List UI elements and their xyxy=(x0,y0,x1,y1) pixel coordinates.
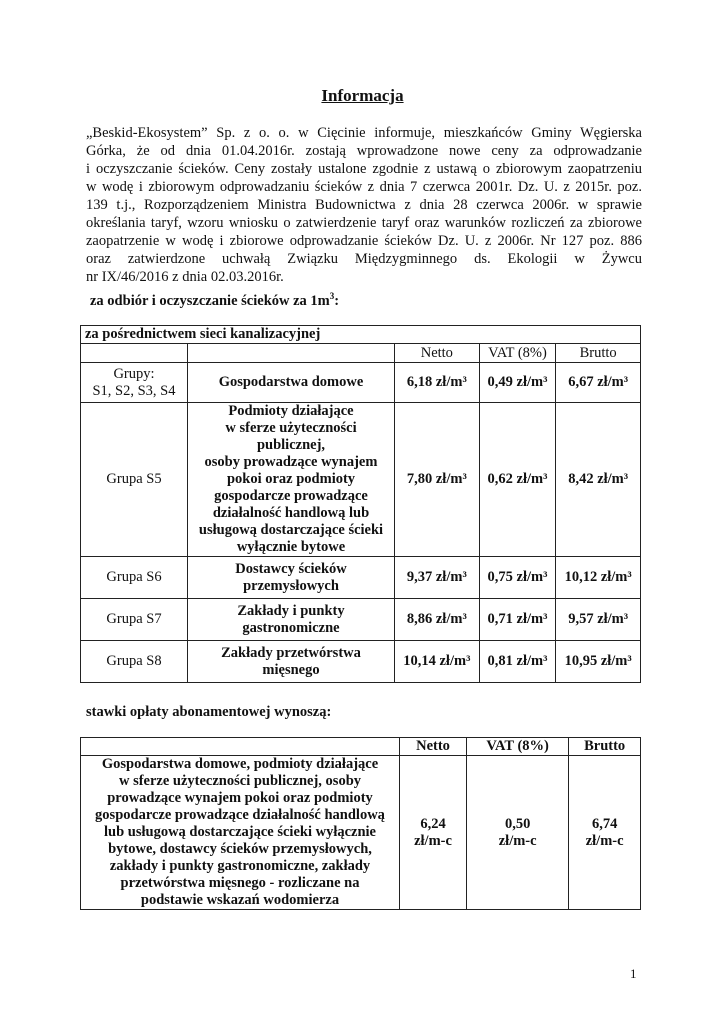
header-netto: Netto xyxy=(400,738,467,756)
netto-cell: 6,24 zł/m-c xyxy=(400,756,467,910)
intro-line: oraz zatwierdzone uchwałą Związku Międzygminnego ds. Ekologii w Żywcu xyxy=(86,251,642,267)
intro-line: 139 t.j., Rozporządzeniem Ministra Budownictwa z dnia 28 czerwca 2006r. w sprawie xyxy=(86,197,642,213)
brutto-cell: 10,95 zł/m³ xyxy=(556,641,641,683)
vat-cell: 0,71 zł/m³ xyxy=(479,599,556,641)
page-number: 1 xyxy=(630,966,637,981)
section1-heading-suffix: : xyxy=(334,292,340,309)
vat-cell: 0,75 zł/m³ xyxy=(479,557,556,599)
vat-cell: 0,50 zł/m-c xyxy=(467,756,569,910)
header-empty-cell xyxy=(81,738,400,756)
netto-cell: 10,14 zł/m³ xyxy=(395,641,480,683)
header-empty-cell xyxy=(81,344,188,363)
desc-cell: Gospodarstwa domowe xyxy=(188,363,395,403)
header-brutto: Brutto xyxy=(556,344,641,363)
header-vat: VAT (8%) xyxy=(479,344,556,363)
intro-line: w wodę i zbiorowym odprowadzaniu ścieków z dnia 7 czerwca 2001r. Dz. U. z 2015r. poz. xyxy=(86,179,642,195)
intro-line: „Beskid-Ekosystem” Sp. z o. o. w Cięcinie informuje, mieszkańców Gminy Węgierska xyxy=(86,125,642,141)
group-cell: Grupa S7 xyxy=(81,599,188,641)
brutto-cell: 6,74 zł/m-c xyxy=(569,756,641,910)
netto-cell: 6,18 zł/m³ xyxy=(395,363,480,403)
intro-paragraph xyxy=(86,124,642,286)
section1-heading-sup: 3 xyxy=(329,291,335,301)
vat-cell: 0,62 zł/m³ xyxy=(479,403,556,557)
netto-cell: 7,80 zł/m³ xyxy=(395,403,480,557)
brutto-cell: 9,57 zł/m³ xyxy=(556,599,641,641)
brutto-cell: 10,12 zł/m³ xyxy=(556,557,641,599)
desc-cell: Zakłady i punkty gastronomiczne xyxy=(188,599,395,641)
table-row xyxy=(81,403,641,557)
sewage-rates-table xyxy=(80,325,641,683)
section1-heading xyxy=(90,291,339,310)
intro-line: zaopatrzenie w wodę i zbiorowe odprowadzanie ścieków Dz. U. z 2006r. Nr 127 poz. 886 xyxy=(86,233,642,249)
brutto-cell: 6,67 zł/m³ xyxy=(556,363,641,403)
section1-heading-text: za odbiór i oczyszczanie ścieków za 1m xyxy=(90,292,330,309)
group-cell: Grupa S5 xyxy=(81,403,188,557)
section2-heading: stawki opłaty abonamentowej wynoszą: xyxy=(86,704,332,720)
netto-cell: 9,37 zł/m³ xyxy=(395,557,480,599)
netto-cell: 8,86 zł/m³ xyxy=(395,599,480,641)
table-row xyxy=(81,756,641,910)
page-title: Informacja xyxy=(321,86,404,105)
header-brutto: Brutto xyxy=(569,738,641,756)
table-caption: za pośrednictwem sieci kanalizacyjnej xyxy=(81,326,641,344)
brutto-cell: 8,42 zł/m³ xyxy=(556,403,641,557)
desc-cell: Podmioty działające w sferze użyteczności publicznej, osoby prowadzące wynajem pokoi oraz podmioty gospodarcze prowadzące działalność handlową lub usługową dostarczające ścieki wyłącznie bytowe xyxy=(188,403,395,557)
header-vat: VAT (8%) xyxy=(467,738,569,756)
desc-cell: Gospodarstwa domowe, podmioty działające w sferze użyteczności publicznej, osoby prowadzące wynajem pokoi oraz podmioty gospodarcze prowadzące działalność handlową lub usługową dostarczające ścieki wyłącznie bytowe, dostawcy ścieków przemysłowych, zakłady i punkty gastronomiczne, zakłady przetwórstwa mięsnego - rozliczane na podstawie wskazań wodomierza xyxy=(81,756,400,910)
intro-line: określania taryf, wzoru wniosku o zatwierdzenie taryf oraz warunków rozliczeń za zbiorowe xyxy=(86,215,642,231)
header-netto: Netto xyxy=(395,344,480,363)
desc-cell: Zakłady przetwórstwa mięsnego xyxy=(188,641,395,683)
intro-line: Górka, że od dnia 01.04.2016r. zostają wprowadzone nowe ceny za odprowadzanie xyxy=(86,143,642,159)
vat-cell: 0,81 zł/m³ xyxy=(479,641,556,683)
group-cell: Grupa S6 xyxy=(81,557,188,599)
header-empty-cell xyxy=(188,344,395,363)
group-cell: Grupa S8 xyxy=(81,641,188,683)
subscription-fee-table xyxy=(80,737,641,910)
group-cell: Grupy: S1, S2, S3, S4 xyxy=(81,363,188,403)
intro-line: nr IX/46/2016 z dnia 02.03.2016r. xyxy=(86,269,284,285)
desc-cell: Dostawcy ścieków przemysłowych xyxy=(188,557,395,599)
table-row xyxy=(81,363,641,403)
table-row xyxy=(81,599,641,641)
vat-cell: 0,49 zł/m³ xyxy=(479,363,556,403)
table-row xyxy=(81,641,641,683)
intro-line: i oczyszczanie ścieków. Ceny zostały ustalone zgodnie z ustawą o zbiorowym zaopatrzeniu xyxy=(86,161,642,177)
table-row xyxy=(81,557,641,599)
